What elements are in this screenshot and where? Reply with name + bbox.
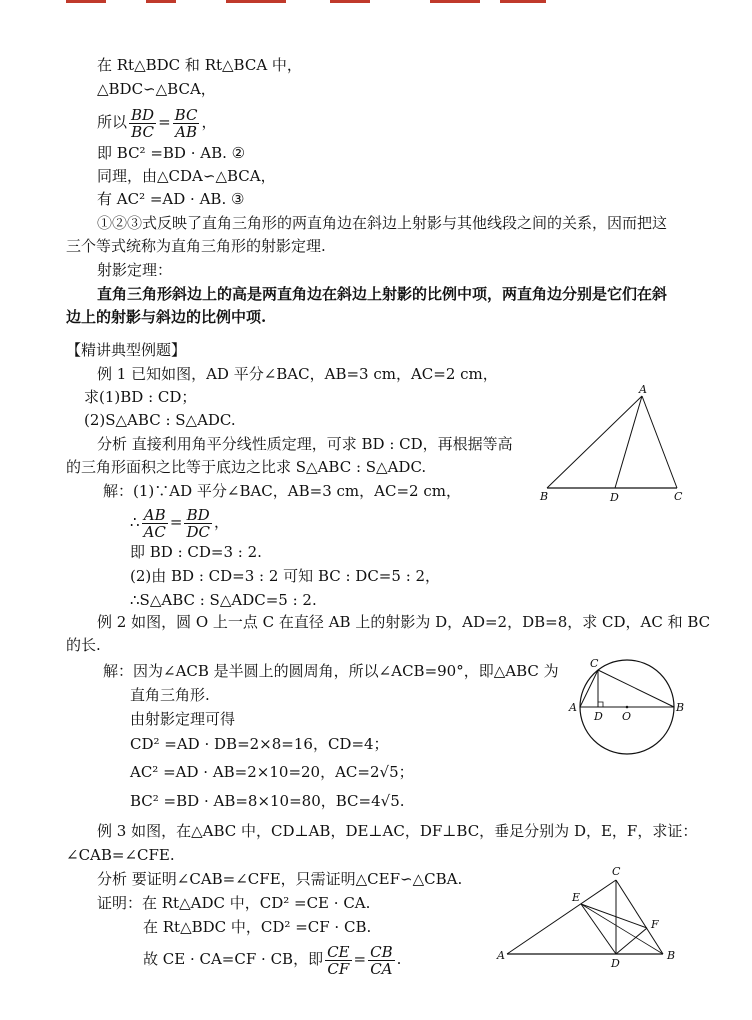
example-heading: 例 2 如图，圆 O 上一点 C 在直径 AB 上的射影为 D，AD=2，DB=8，求 CD，AC 和 BC — [97, 613, 711, 631]
header-mark — [146, 0, 176, 3]
numerator: BC — [174, 105, 198, 124]
example-heading: 例 1 已知如图，AD 平分∠BAC，AB=3 cm，AC=2 cm， — [97, 365, 498, 383]
text-line: ∠CAB=∠CFE. — [66, 846, 175, 864]
denominator: AB — [175, 122, 197, 141]
segment-ad — [615, 396, 642, 488]
text-line: 解：(1)∵AD 平分∠BAC，AB=3 cm，AC=2 cm， — [103, 482, 461, 500]
fraction — [368, 944, 395, 977]
segment-ab — [547, 396, 642, 488]
triangle-figure-1 — [535, 384, 695, 506]
fraction-line — [97, 104, 216, 140]
text-line: 直角三角形. — [130, 686, 210, 704]
text-line: 有 AC² =AD · AB. ③ — [97, 190, 245, 208]
text-line: 分析 要证明∠CAB=∠CFE，只需证明△CEF∽△CBA. — [97, 870, 463, 888]
triangle-figure-3 — [495, 864, 685, 974]
section-title: 【精讲典型例题】 — [66, 341, 187, 359]
point-label-a: A — [639, 384, 647, 396]
circle-figure-2 — [565, 654, 689, 762]
text-line: 在 Rt△BDC 和 Rt△BCA 中， — [97, 56, 302, 74]
formula-line: CD² =AD · DB=2×8=16，CD=4； — [130, 735, 389, 753]
text-fragment: = — [353, 950, 367, 968]
text-line: 同理，由△CDA∽△BCA， — [97, 167, 276, 185]
segment-ac — [580, 670, 598, 707]
point-label-b: B — [676, 701, 685, 714]
point-label-a: A — [569, 701, 577, 714]
text-line: 求(1)BD : CD； — [84, 388, 197, 406]
text-fragment: 所以 — [97, 113, 128, 131]
numerator: BD — [131, 105, 155, 124]
text-line: ①②③式反映了直角三角形的两直角边在斜边上射影与其他线段之间的关系，因而把这 — [97, 214, 668, 232]
numerator: BD — [184, 507, 212, 524]
numerator: CE — [327, 942, 350, 961]
point-label-d: D — [611, 957, 620, 970]
text-fragment: ∴ — [130, 513, 140, 531]
segment-ac — [507, 880, 616, 954]
center-point — [626, 706, 629, 709]
text-fragment: 故 CE · CA=CF · CB，即 — [143, 950, 324, 968]
point-label-b: B — [540, 490, 549, 503]
fraction — [142, 507, 168, 540]
text-fragment: . — [396, 950, 402, 968]
text-line: 在 Rt△BDC 中，CD² =CF · CB. — [143, 918, 372, 936]
numerator: AB — [142, 507, 168, 524]
right-angle-mark — [598, 702, 603, 707]
point-label-f: F — [651, 918, 659, 931]
point-label-e: E — [572, 891, 581, 904]
denominator: BC — [131, 122, 154, 141]
segment-ac — [642, 396, 677, 488]
denominator: AC — [143, 522, 166, 541]
denominator: CA — [370, 959, 393, 978]
formula-line: BC² =BD · AB=8×10=80，BC=4√5. — [130, 792, 405, 810]
text-line: 即 BC² =BD · AB. ② — [97, 144, 246, 162]
example-heading: 例 3 如图，在△ABC 中，CD⊥AB，DE⊥AC，DF⊥BC，垂足分别为 D，E，F，求证： — [97, 822, 698, 840]
text-line: 射影定理： — [97, 261, 173, 279]
segment-bc — [616, 880, 663, 954]
header-mark — [330, 0, 370, 3]
point-label-b: B — [667, 949, 676, 962]
text-line: 的三角形面积之比等于底边之比求 S△ABC : S△ADC. — [66, 458, 427, 476]
header-mark — [500, 0, 546, 3]
point-label-c: C — [674, 490, 683, 503]
text-fragment: = — [158, 113, 171, 131]
fraction-line — [143, 940, 401, 978]
fraction — [129, 107, 156, 140]
point-label-c: C — [590, 657, 599, 670]
header-mark — [66, 0, 106, 3]
text-fragment: = — [169, 513, 183, 531]
text-line: 解：因为∠ACB 是半圆上的圆周角，所以∠ACB=90°，即△ABC 为 — [103, 662, 559, 680]
fraction — [325, 944, 351, 977]
text-line: 即 BD : CD=3 : 2. — [130, 543, 262, 561]
point-label-a: A — [497, 949, 505, 962]
fraction — [184, 507, 212, 540]
text-fragment: ， — [201, 113, 217, 131]
fraction-line — [130, 504, 229, 540]
header-mark — [430, 0, 480, 3]
fraction — [173, 107, 200, 140]
text-line: (2)由 BD : CD=3 : 2 可知 BC : DC=5 : 2， — [130, 567, 441, 585]
header-mark — [226, 0, 286, 3]
text-line: △BDC∽△BCA， — [97, 80, 216, 98]
text-line: 分析 直接利用角平分线性质定理，可求 BD : CD，再根据等高 — [97, 435, 513, 453]
numerator: CB — [370, 942, 393, 961]
text-line: (2)S△ABC : S△ADC. — [84, 411, 236, 429]
segment-de — [581, 904, 616, 954]
point-label-d: D — [610, 491, 619, 504]
point-label-c: C — [612, 865, 621, 878]
theorem-line: 边上的射影与斜边的比例中项. — [66, 308, 267, 326]
text-line: 由射影定理可得 — [130, 710, 236, 728]
point-label-o: O — [622, 710, 632, 723]
denominator: CF — [327, 959, 350, 978]
text-fragment: ， — [213, 513, 229, 531]
text-line: ∴S△ABC : S△ADC=5 : 2. — [130, 591, 317, 609]
denominator: DC — [186, 522, 210, 541]
theorem-line: 直角三角形斜边上的高是两直角边在斜边上射影的比例中项，两直角边分别是它们在斜 — [97, 285, 668, 303]
point-label-d: D — [594, 710, 603, 723]
text-line: 三个等式统称为直角三角形的射影定理. — [66, 237, 326, 255]
text-line: 证明：在 Rt△ADC 中，CD² =CE · CA. — [97, 894, 371, 912]
formula-line: AC² =AD · AB=2×10=20，AC=2√5； — [130, 763, 414, 781]
text-line: 的长. — [66, 636, 101, 654]
